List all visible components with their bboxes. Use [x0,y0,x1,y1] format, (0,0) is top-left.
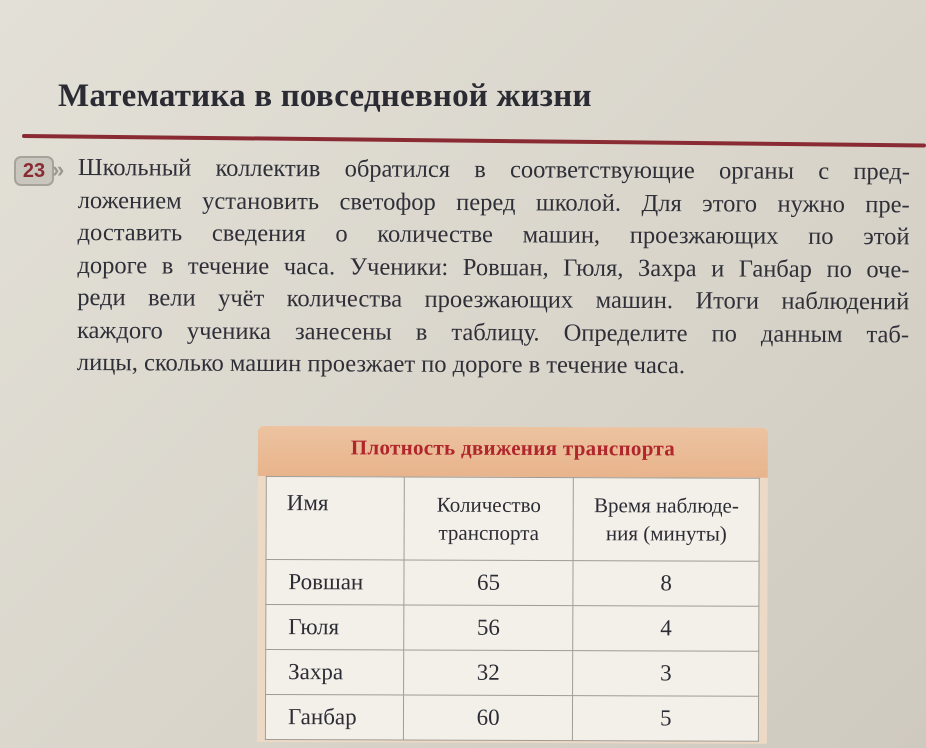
header-count-line1: Количество [436,492,541,517]
cell-minutes: 8 [573,561,759,607]
problem-number: 23 [14,156,54,186]
cell-count: 56 [404,605,574,651]
header-name: Имя [266,477,404,560]
cell-minutes: 4 [573,606,759,652]
traffic-table-card [257,426,768,744]
cell-count: 65 [404,560,574,606]
problem-line: Школьный коллектив обратился в соответствующие органы с пред- [77,153,910,186]
table-row [265,695,758,742]
cell-name: Гюля [266,605,404,650]
chevron-right-icon: » [52,157,65,182]
problem-line: доставить сведения о количестве машин, проезжающих по этой [77,218,910,251]
problem-number-badge [14,156,72,186]
problem-line: ложением установить светофор перед школой. Для этого нужно пре- [77,186,910,218]
problem-line: лицы, сколько машин проезжает по дороге в течение часа. [76,348,686,380]
section-title: Математика в повседневной жизни [58,78,592,114]
cell-count: 32 [403,650,573,696]
cell-minutes: 3 [573,651,759,697]
cell-count: 60 [403,695,573,741]
traffic-table [265,476,760,742]
table-row [266,560,759,607]
cell-name: Ганбар [265,695,403,740]
table-header-row [266,477,759,562]
header-count [404,477,574,561]
problem-line: каждого ученика занесены в таблицу. Определите по данным таб- [76,316,910,348]
problem-text [77,152,910,384]
table-title: Плотность движения транспорта [258,426,768,478]
header-time [574,478,760,562]
header-time-line1: Время наблюде- [593,493,739,518]
cell-name: Захра [266,650,404,695]
section-divider [22,134,926,147]
problem-line: реди вели учёт количества проезжающих машин. Итоги наблюдений [77,283,910,316]
table-row [266,605,759,652]
table-row [266,650,759,697]
header-count-line2: транспорта [438,520,540,545]
cell-minutes: 5 [573,696,759,742]
cell-name: Ровшан [266,560,404,605]
header-time-line2: ния (минуты) [605,521,727,546]
problem-line: дороге в течение часа. Ученики: Ровшан, Гюля, Захра и Ганбар по оче- [77,251,910,283]
